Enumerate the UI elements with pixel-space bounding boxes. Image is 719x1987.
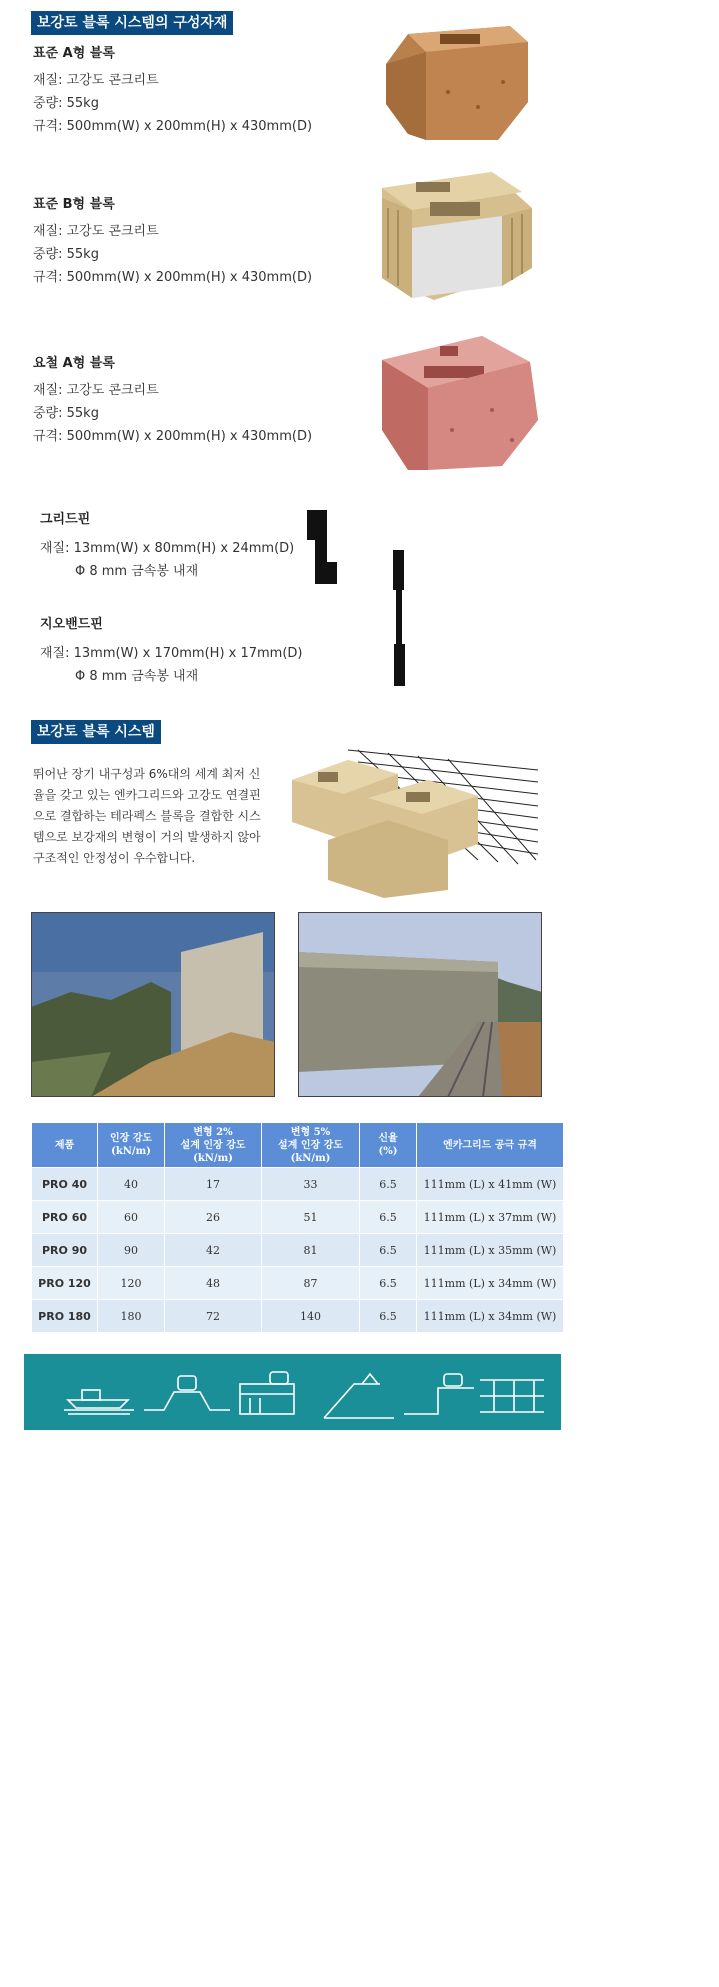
table-cell: PRO 120: [32, 1267, 98, 1300]
table-cell: 87: [262, 1267, 360, 1300]
table-cell: PRO 60: [32, 1201, 98, 1234]
road-embankment-icon: [144, 1376, 230, 1410]
block-a-image: [378, 12, 536, 144]
table-cell: 90: [98, 1234, 165, 1267]
photo-railway-wall-right: [298, 912, 542, 1097]
table-cell: 120: [98, 1267, 165, 1300]
table-header-line: 설계 인장 강도: [180, 1139, 246, 1151]
table-cell: 81: [262, 1234, 360, 1267]
table-cell: 6.5: [360, 1267, 417, 1300]
terraced-wall-icon: [480, 1380, 544, 1412]
table-cell: 51: [262, 1201, 360, 1234]
table-cell: 180: [98, 1300, 165, 1333]
block-c-size: 규격: 500mm(W) x 200mm(H) x 430mm(D): [33, 429, 313, 444]
system-description: 뛰어난 장기 내구성과 6%대의 세계 최저 신율을 갖고 있는 엔카그리드와 고강도 연결핀으로 결합하는 테라펙스 블록을 결합한 시스템으로 보강재의 변형이 거의 발생하지 않아 구조적인 안정성이 우수합니다.: [33, 767, 261, 865]
table-header-line: (kN/m): [193, 1152, 233, 1164]
table-cell: 26: [165, 1201, 262, 1234]
photo-railway-wall-left: [31, 912, 275, 1097]
table-header: [262, 1123, 360, 1168]
pin-geoband-info: [40, 613, 303, 688]
table-cell: 111mm (L) x 34mm (W): [417, 1300, 564, 1333]
block-c-info: [33, 352, 312, 448]
section-title-system: 보강토 블록 시스템: [31, 720, 161, 744]
table-cell: 6.5: [360, 1168, 417, 1201]
table-cell: 33: [262, 1168, 360, 1201]
table-header: 엔카그리드 공극 규격: [417, 1123, 564, 1168]
table-cell: PRO 40: [32, 1168, 98, 1201]
pin-geoband-material: 재질: 13mm(W) x 170mm(H) x 17mm(D): [40, 646, 303, 661]
table-cell: PRO 180: [32, 1300, 98, 1333]
table-header-line: 신율: [378, 1133, 398, 1144]
block-b-material: 재질: 고강도 콘크리트: [33, 224, 159, 239]
pin-grid-name: 그리드핀: [40, 512, 91, 527]
application-icons: [24, 1354, 561, 1430]
table-header-line: 인장 강도: [109, 1133, 153, 1144]
spec-table: [31, 1122, 564, 1333]
retaining-wall-icon: [404, 1374, 474, 1414]
block-b-size: 규격: 500mm(W) x 200mm(H) x 430mm(D): [33, 270, 313, 285]
table-cell: 42: [165, 1234, 262, 1267]
table-row: [32, 1201, 564, 1234]
table-cell: 111mm (L) x 34mm (W): [417, 1267, 564, 1300]
railway-application-icon: [240, 1372, 294, 1414]
block-c-image: [372, 330, 548, 472]
block-a-weight: 중량: 55kg: [33, 96, 99, 111]
table-cell: 6.5: [360, 1201, 417, 1234]
table-header: [98, 1123, 165, 1168]
block-a-info: [33, 42, 312, 138]
table-row: [32, 1168, 564, 1201]
pin-grid-material: 재질: 13mm(W) x 80mm(H) x 24mm(D): [40, 541, 295, 556]
pin-grid-note: Φ 8 mm 금속봉 내재: [75, 564, 199, 579]
table-header: [165, 1123, 262, 1168]
pin-grid-info: [40, 508, 294, 583]
block-b-weight: 중량: 55kg: [33, 247, 99, 262]
block-c-name: 요철 A형 블록: [33, 356, 115, 371]
table-header-row: [32, 1123, 564, 1168]
block-c-weight: 중량: 55kg: [33, 406, 99, 421]
application-banner: [24, 1354, 561, 1430]
table-cell: 111mm (L) x 41mm (W): [417, 1168, 564, 1201]
block-a-size: 규격: 500mm(W) x 200mm(H) x 430mm(D): [33, 119, 313, 134]
block-c-material: 재질: 고강도 콘크리트: [33, 383, 159, 398]
section-title-components: 보강토 블록 시스템의 구성자재: [31, 11, 233, 35]
grid-pin-image: [305, 508, 339, 586]
table-cell: 48: [165, 1267, 262, 1300]
table-header-line: 설계 인장 강도: [278, 1139, 343, 1151]
table-cell: PRO 90: [32, 1234, 98, 1267]
geoband-pin-image: [390, 548, 406, 688]
pin-geoband-name: 지오밴드핀: [40, 617, 103, 632]
table-header-line: (kN/m): [111, 1146, 151, 1157]
table-header-line: (%): [378, 1146, 398, 1157]
table-cell: 6.5: [360, 1234, 417, 1267]
block-a-name: 표준 A형 블록: [33, 46, 115, 61]
block-b-name: 표준 B형 블록: [33, 197, 115, 212]
block-b-image: [372, 168, 544, 304]
table-row: [32, 1267, 564, 1300]
block-a-material: 재질: 고강도 콘크리트: [33, 73, 159, 88]
table-cell: 6.5: [360, 1300, 417, 1333]
table-row: [32, 1300, 564, 1333]
table-cell: 111mm (L) x 35mm (W): [417, 1234, 564, 1267]
table-cell: 140: [262, 1300, 360, 1333]
table-cell: 17: [165, 1168, 262, 1201]
block-b-info: [33, 193, 312, 289]
table-header-line: 변형 2%: [193, 1126, 233, 1138]
block-system-image: [288, 740, 548, 900]
table-cell: 72: [165, 1300, 262, 1333]
harbor-application-icon: [64, 1390, 134, 1414]
residential-slope-icon: [324, 1374, 394, 1418]
table-cell: 60: [98, 1201, 165, 1234]
table-header: [360, 1123, 417, 1168]
table-header-line: 변형 5%: [290, 1126, 331, 1138]
table-cell: 40: [98, 1168, 165, 1201]
table-header: 제품: [32, 1123, 98, 1168]
table-cell: 111mm (L) x 37mm (W): [417, 1201, 564, 1234]
pin-geoband-note: Φ 8 mm 금속봉 내재: [75, 669, 199, 684]
table-row: [32, 1234, 564, 1267]
table-header-line: (kN/m): [290, 1152, 331, 1164]
